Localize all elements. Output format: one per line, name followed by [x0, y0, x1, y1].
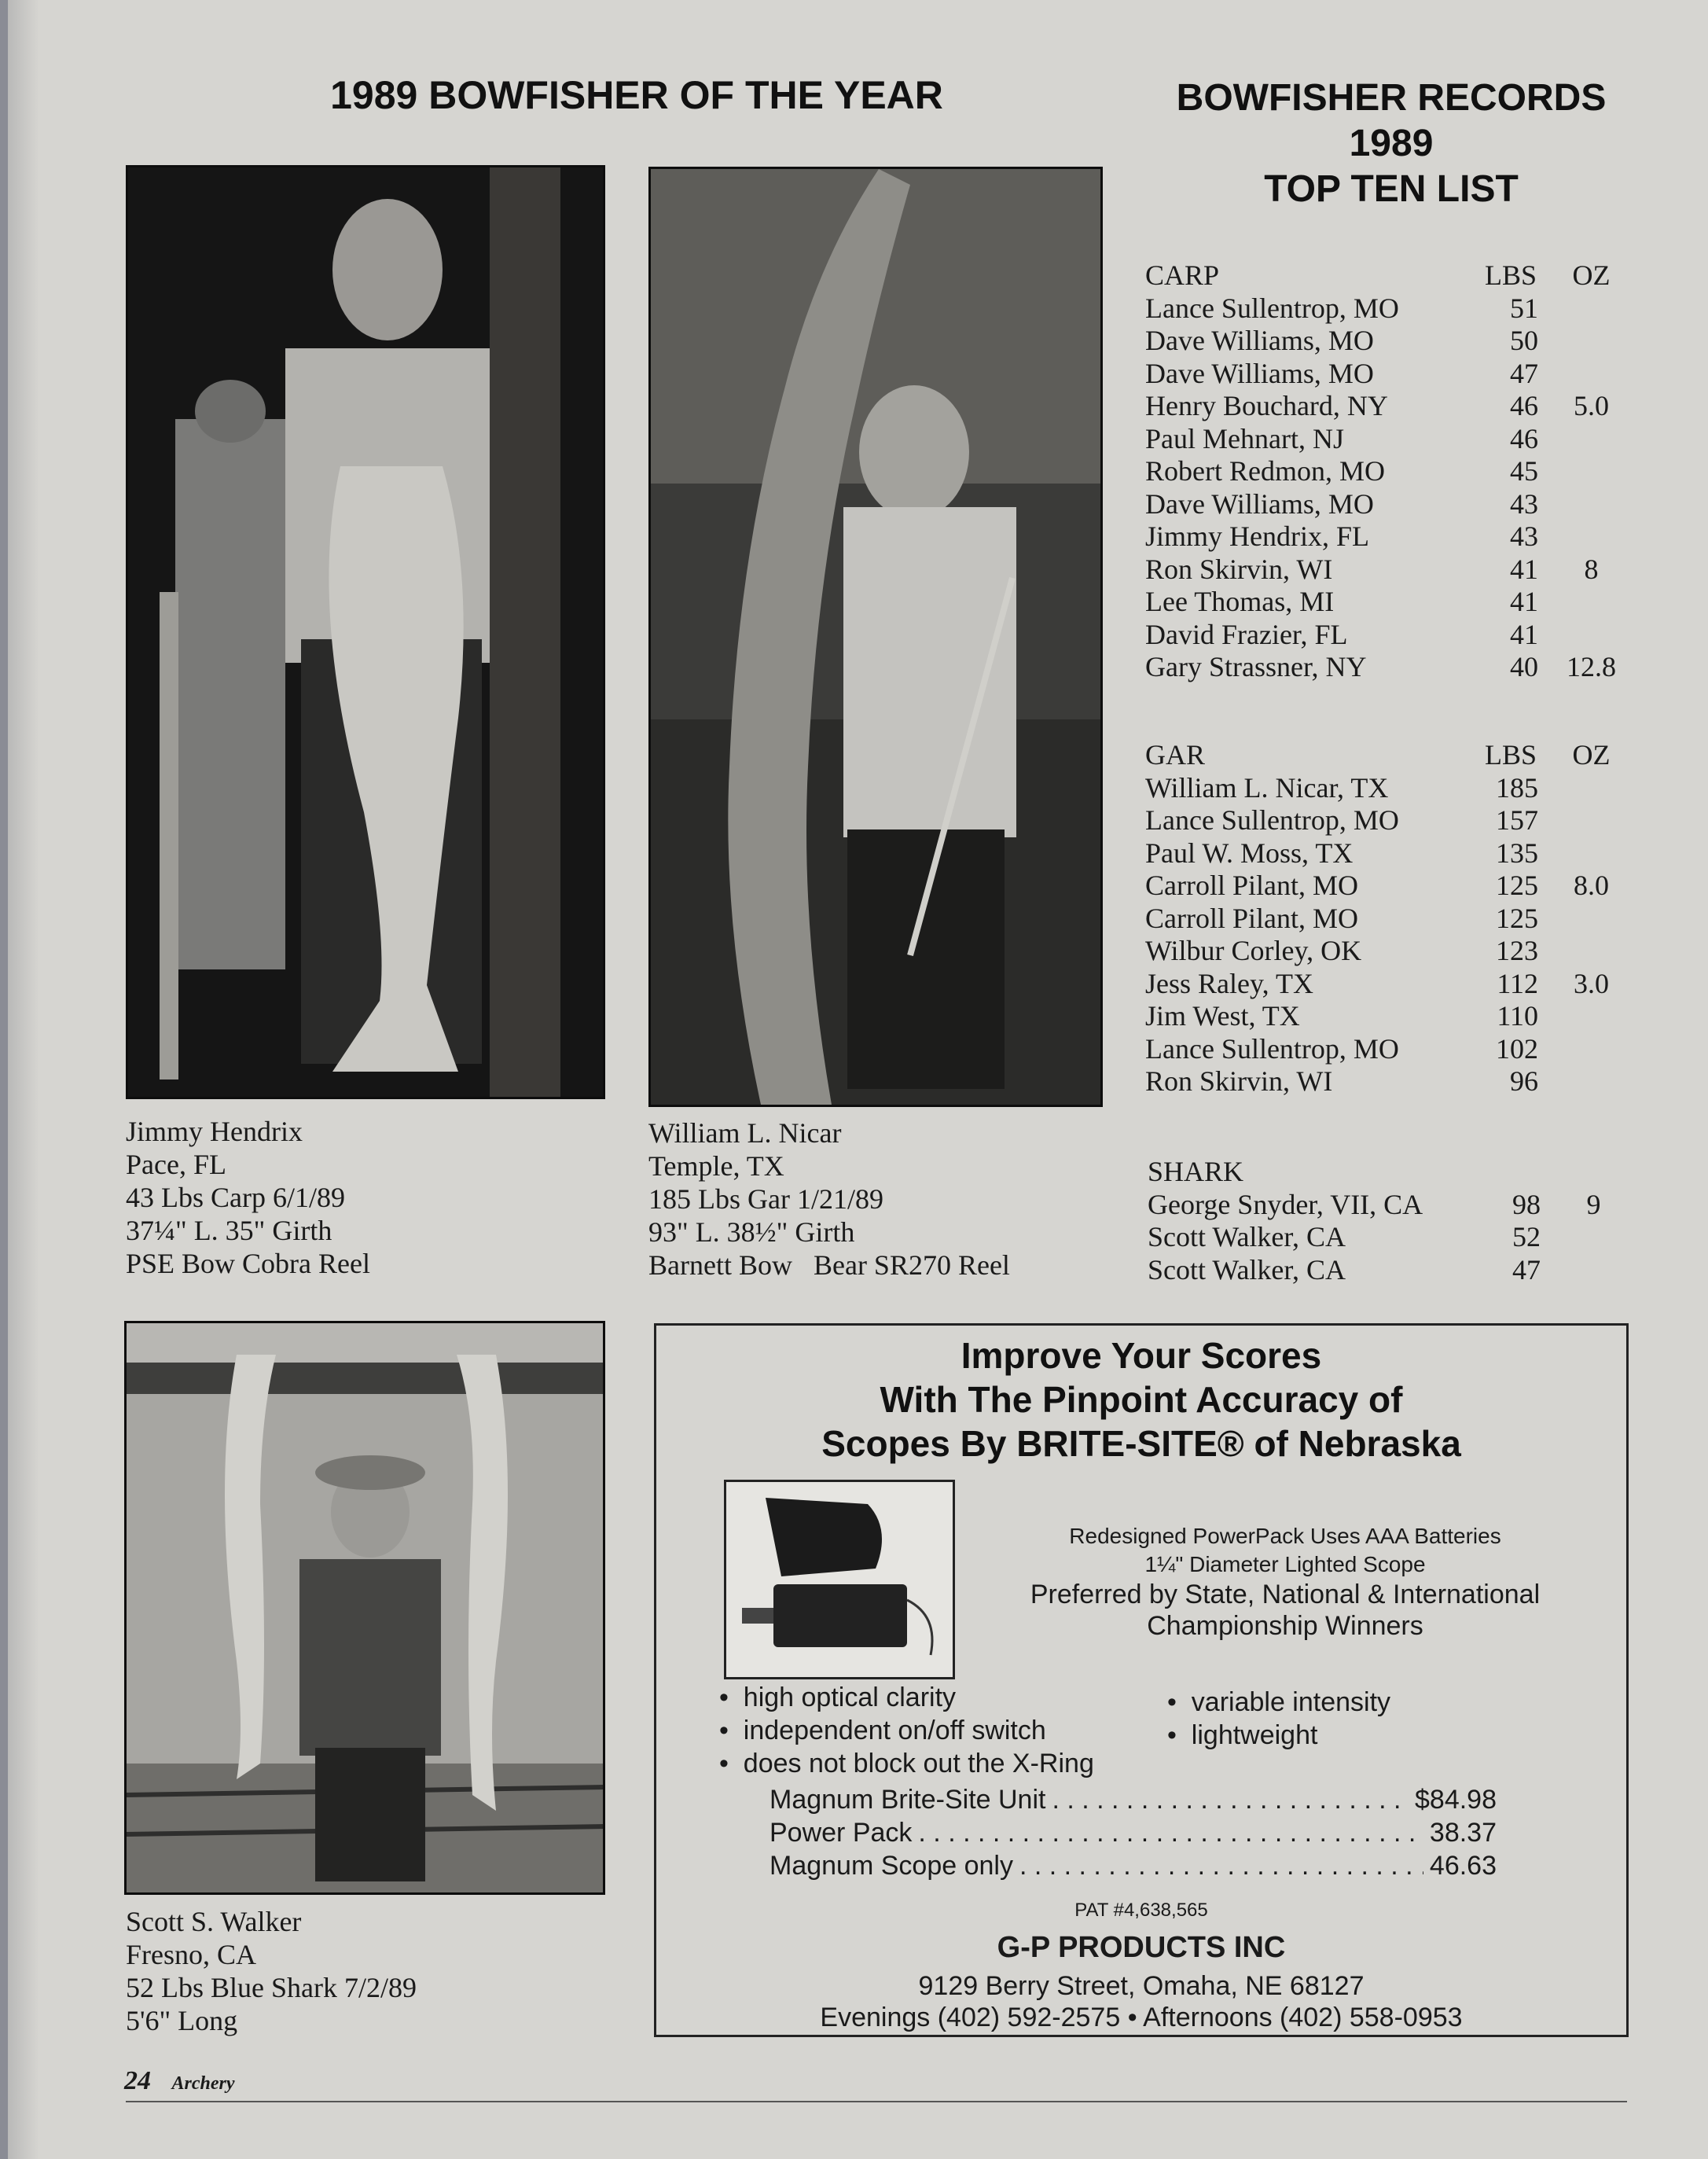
bullet-icon: • [719, 1683, 744, 1712]
angler-name: Paul W. Moss, TX [1145, 837, 1354, 869]
ad-headline-line: With The Pinpoint Accuracy of [880, 1379, 1403, 1420]
record-lbs: 46 [1510, 422, 1538, 454]
record-row [1145, 554, 1648, 587]
gar-photo [648, 167, 1103, 1107]
price-value: 38.37 [1429, 1818, 1497, 1848]
record-row [1145, 935, 1648, 968]
record-lbs: 45 [1510, 455, 1538, 487]
lbs-column-header: LBS [1484, 739, 1537, 771]
record-row [1145, 390, 1648, 423]
record-oz: 12.8 [1567, 651, 1616, 682]
record-row [1145, 772, 1648, 805]
company-contact [656, 1970, 1626, 2033]
record-row [1145, 423, 1648, 456]
angler-name: Scott Walker, CA [1148, 1221, 1346, 1252]
angler-name: Robert Redmon, MO [1145, 455, 1385, 487]
record-row [1145, 651, 1648, 684]
angler-name: Dave Williams, MO [1145, 325, 1374, 356]
record-row [1145, 488, 1648, 521]
leader-dots [918, 1816, 1423, 1849]
record-lbs: 102 [1496, 1032, 1538, 1065]
angler-name: Paul Mehnart, NJ [1145, 422, 1344, 454]
caption-line: 93" L. 38½" Girth [648, 1216, 855, 1248]
record-lbs: 51 [1510, 292, 1538, 324]
angler-name: Carroll Pilant, MO [1145, 870, 1358, 901]
angler-name: George Snyder, VII, CA [1148, 1188, 1423, 1220]
ad-feature-line: Preferred by State, National & International [1030, 1580, 1541, 1609]
record-lbs: 47 [1510, 357, 1538, 389]
record-lbs: 110 [1497, 1000, 1538, 1032]
record-row [1145, 455, 1648, 488]
record-row [1145, 1000, 1648, 1033]
leader-dots [1019, 1849, 1423, 1882]
gar-photo-illustration [651, 169, 1100, 1105]
bullet-icon: • [1167, 1720, 1192, 1750]
company-phones: Evenings (402) 592-2575 • Afternoons (402) 558-0953 [820, 2003, 1463, 2032]
carp-photo-illustration [128, 167, 603, 1097]
record-lbs: 52 [1512, 1221, 1541, 1252]
record-oz: 5.0 [1574, 390, 1609, 421]
price-value: $84.98 [1415, 1785, 1497, 1815]
gar-caption [648, 1116, 1010, 1282]
records-headline-line: 1989 [1349, 123, 1434, 164]
shark-caption [126, 1905, 417, 2037]
price-item: Power Pack [770, 1818, 913, 1848]
angler-name: Lance Sullentrop, MO [1145, 804, 1399, 836]
record-lbs: 50 [1510, 325, 1538, 356]
angler-name: Lee Thomas, MI [1145, 586, 1335, 617]
record-lbs: 43 [1510, 487, 1538, 520]
record-lbs: 157 [1496, 804, 1538, 836]
company-address: 9129 Berry Street, Omaha, NE 68127 [918, 1971, 1365, 2001]
bullet-item: • variable intensity [1167, 1687, 1391, 1717]
caption-line: PSE Bow Cobra Reel [126, 1248, 370, 1279]
record-lbs: 43 [1510, 520, 1538, 552]
scope-product-photo [724, 1480, 955, 1679]
carp-records-table [1145, 259, 1648, 684]
carp-caption [126, 1115, 370, 1280]
ad-feature-summary [994, 1522, 1576, 1642]
lbs-column-header: LBS [1484, 259, 1537, 291]
category-label: CARP [1145, 259, 1220, 291]
oz-column-header: OZ [1572, 739, 1611, 771]
record-lbs: 123 [1496, 935, 1538, 966]
magazine-page [8, 0, 1708, 2159]
records-header-row [1145, 259, 1648, 292]
record-row [1145, 292, 1648, 326]
angler-name: Carroll Pilant, MO [1145, 902, 1358, 934]
angler-name: Scott Walker, CA [1148, 1253, 1346, 1285]
shark-photo-illustration [127, 1323, 603, 1892]
record-row [1148, 1189, 1651, 1222]
record-lbs: 98 [1512, 1188, 1541, 1220]
record-row [1145, 358, 1648, 391]
ad-headline-line: Scopes By BRITE-SITE® of Nebraska [821, 1423, 1461, 1464]
ad-feature-line: Championship Winners [1147, 1611, 1423, 1641]
records-headline-line: BOWFISHER RECORDS [1176, 77, 1607, 119]
angler-name: Gary Strassner, NY [1145, 651, 1367, 682]
record-row [1145, 1065, 1648, 1098]
record-lbs: 185 [1496, 771, 1538, 804]
record-row [1145, 903, 1648, 936]
caption-line: 37¼" L. 35" Girth [126, 1215, 332, 1246]
bullet-icon: • [719, 1749, 744, 1778]
footer-rule [126, 2101, 1627, 2102]
angler-name: Dave Williams, MO [1145, 487, 1374, 520]
gar-records-table [1145, 739, 1648, 1098]
record-lbs: 96 [1510, 1065, 1538, 1097]
bullet-item: • high optical clarity [719, 1683, 957, 1712]
ad-headline-line: Improve Your Scores [961, 1335, 1322, 1376]
record-lbs: 41 [1510, 618, 1538, 650]
record-row [1145, 1033, 1648, 1066]
record-lbs: 125 [1496, 902, 1538, 934]
bowfisher-of-year-headline: 1989 BOWFISHER OF THE YEAR [330, 73, 943, 117]
brite-site-advertisement [654, 1323, 1629, 2037]
angler-name: Jimmy Hendrix, FL [1145, 520, 1369, 552]
page-gutter-shadow [8, 0, 39, 2159]
record-lbs: 112 [1497, 967, 1538, 999]
scope-product-illustration [726, 1482, 953, 1677]
category-label: SHARK [1148, 1156, 1244, 1187]
record-row [1145, 837, 1648, 870]
angler-name: Henry Bouchard, NY [1145, 390, 1388, 421]
record-oz: 3.0 [1574, 967, 1609, 999]
record-row [1145, 586, 1648, 619]
ad-bullet-list-right [1167, 1686, 1390, 1752]
records-headline [1132, 75, 1651, 212]
record-row [1148, 1221, 1651, 1254]
record-row [1148, 1254, 1651, 1287]
angler-name: Wilbur Corley, OK [1145, 935, 1362, 966]
oz-column-header: OZ [1572, 259, 1611, 291]
price-value: 46.63 [1429, 1851, 1497, 1881]
record-lbs: 135 [1496, 837, 1538, 869]
ad-headline [656, 1333, 1626, 1466]
angler-name: Ron Skirvin, WI [1145, 1065, 1333, 1097]
page-number: 24 [124, 2066, 151, 2095]
caption-line: Barnett Bow Bear SR270 Reel [648, 1249, 1010, 1281]
price-row [770, 1783, 1497, 1816]
records-header-row [1148, 1156, 1651, 1189]
price-item: Magnum Scope only [770, 1851, 1013, 1881]
angler-name: Jim West, TX [1145, 1000, 1300, 1032]
shark-records-table [1148, 1156, 1651, 1286]
caption-line: 43 Lbs Carp 6/1/89 [126, 1182, 345, 1213]
record-lbs: 47 [1512, 1253, 1541, 1285]
record-oz: 8.0 [1574, 870, 1609, 901]
caption-line: 52 Lbs Blue Shark 7/2/89 [126, 1972, 417, 2003]
angler-name: Dave Williams, MO [1145, 357, 1374, 389]
angler-name: Jess Raley, TX [1145, 967, 1313, 999]
record-lbs: 40 [1510, 651, 1538, 682]
page-footer [124, 2066, 235, 2096]
records-headline-line: TOP TEN LIST [1264, 168, 1519, 210]
bullet-icon: • [719, 1716, 744, 1745]
record-oz: 8 [1584, 553, 1599, 585]
angler-name: David Frazier, FL [1145, 618, 1348, 650]
caption-line: 185 Lbs Gar 1/21/89 [648, 1183, 883, 1215]
company-name: G-P PRODUCTS INC [997, 1931, 1286, 1964]
angler-name: Lance Sullentrop, MO [1145, 292, 1399, 324]
price-list [770, 1783, 1497, 1882]
magazine-name: Archery [171, 2073, 235, 2094]
records-header-row [1145, 739, 1648, 772]
caption-line: Temple, TX [648, 1150, 784, 1182]
bullet-item: • lightweight [1167, 1720, 1318, 1750]
caption-line: Fresno, CA [126, 1939, 257, 1970]
angler-name: Ron Skirvin, WI [1145, 553, 1333, 585]
price-row [770, 1849, 1497, 1882]
caption-line: Jimmy Hendrix [126, 1116, 303, 1147]
record-row [1145, 619, 1648, 652]
bullet-item: • independent on/off switch [719, 1716, 1046, 1745]
record-lbs: 41 [1510, 553, 1538, 585]
caption-line: William L. Nicar [648, 1117, 842, 1149]
carp-photo [126, 165, 605, 1099]
angler-name: William L. Nicar, TX [1145, 771, 1389, 804]
ad-feature-line: 1¼" Diameter Lighted Scope [1144, 1552, 1426, 1576]
record-lbs: 41 [1510, 586, 1538, 617]
record-row [1145, 325, 1648, 358]
ad-feature-line: Redesigned PowerPack Uses AAA Batteries [1069, 1524, 1501, 1548]
bullet-item: • does not block out the X-Ring [719, 1749, 1094, 1778]
patent-number: PAT #4,638,565 [1074, 1900, 1208, 1921]
ad-bullet-list-left [719, 1681, 1094, 1780]
leader-dots [1052, 1783, 1409, 1816]
bullet-icon: • [1167, 1687, 1192, 1717]
price-row [770, 1816, 1497, 1849]
record-row [1145, 804, 1648, 837]
angler-name: Lance Sullentrop, MO [1145, 1032, 1399, 1065]
record-oz: 9 [1586, 1188, 1601, 1220]
caption-line: 5'6" Long [126, 2005, 238, 2036]
price-item: Magnum Brite-Site Unit [770, 1785, 1046, 1815]
record-row [1145, 968, 1648, 1001]
record-row [1145, 520, 1648, 554]
shark-photo [124, 1321, 605, 1895]
caption-line: Scott S. Walker [126, 1906, 302, 1937]
record-row [1145, 870, 1648, 903]
record-lbs: 46 [1510, 390, 1538, 421]
record-lbs: 125 [1496, 870, 1538, 901]
caption-line: Pace, FL [126, 1149, 226, 1180]
category-label: GAR [1145, 739, 1206, 771]
